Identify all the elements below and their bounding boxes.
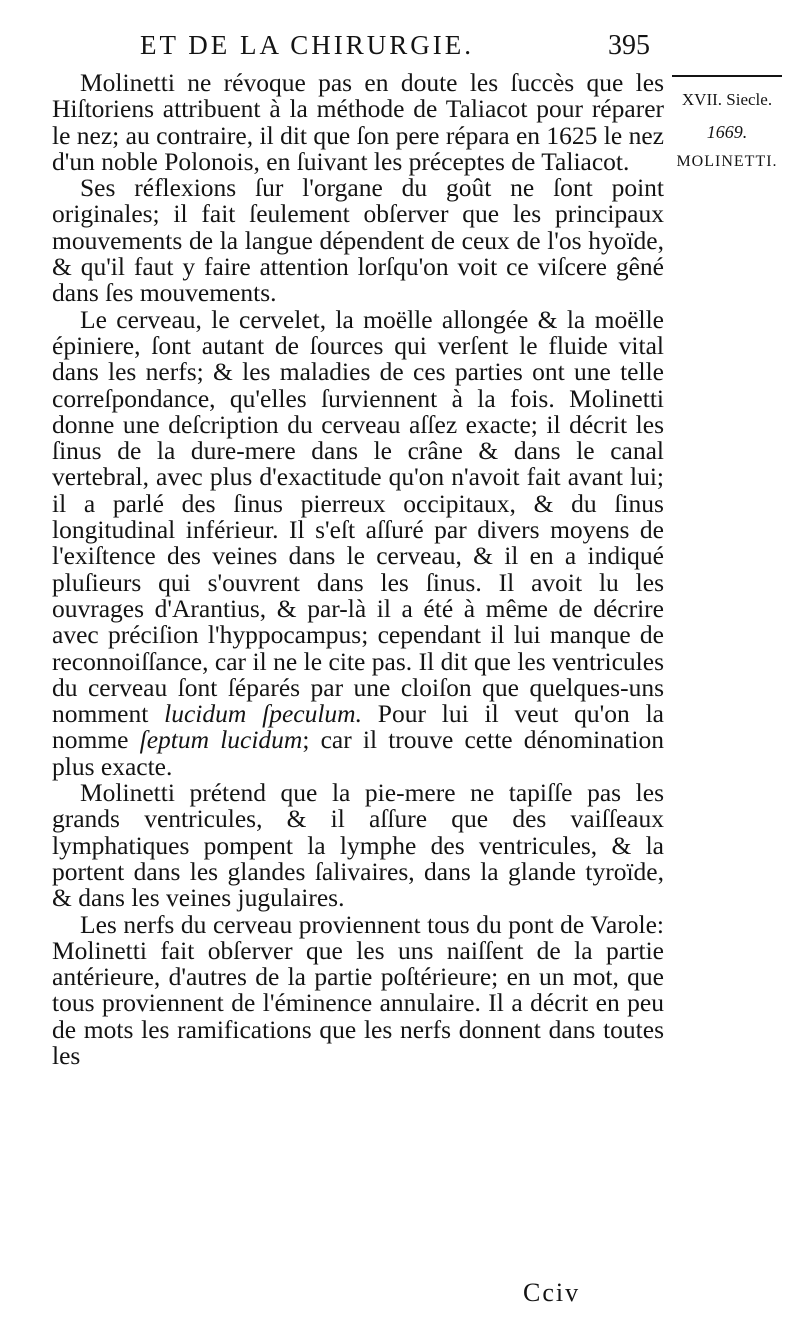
italic-term-lucidum-speculum: lucidum ſpeculum.: [164, 699, 362, 729]
running-header: [140, 30, 650, 66]
paragraph-4: Molinetti prétend que la pie-mere ne tapiſſe pas les grands ventricules, & il aſſure que des vaiſſeaux lymphatiques pompent la lymphe des ventricules, & la portent dans les glandes ſalivaires, dans la glande tyroïde, & dans les veines jugulaires.: [52, 778, 664, 913]
paragraph-1: Molinetti ne révoque pas en doute les ſuccès que les Hiſtoriens attribuent à la méthode de Taliacot pour réparer le nez; au contraire, il dit que ſon pere répara en 1625 le nez d'un noble Polonois, en ſuivant les préceptes de Taliacot.: [52, 68, 664, 176]
paragraph-3-end: ; car il trouve cette dénomination plus exacte.: [52, 725, 664, 781]
page-number: 395: [608, 30, 650, 61]
margin-name: MOLINETTI.: [676, 153, 778, 170]
running-title: ET DE LA CHIRURGIE.: [140, 30, 474, 60]
margin-rule: [672, 75, 782, 77]
margin-century: XVII. Siecle.: [681, 90, 773, 109]
margin-note: [668, 70, 786, 175]
signature-mark: Cciv: [523, 1278, 581, 1307]
paragraph-3-middle: Pour lui il veut qu'on la nomme: [52, 699, 664, 755]
paragraph-5: Les nerfs du cerveau proviennent tous du pont de Varole: Molinetti fait obſerver que les uns naiſſent de la partie antérieure, d'autres de la partie poſtérieure; en un mot, que tous proviennent de l'éminence annulaire. Il a décrit en peu de mots les ramifications que les nerfs donnent dans toutes les: [52, 909, 664, 1070]
margin-year: 1669.: [706, 122, 748, 142]
paragraph-3: [52, 304, 664, 781]
paragraph-3-text: Le cerveau, le cervelet, la moëlle allongée & la moëlle épiniere, ſont autant de ſources qui verſent le fluide vital dans les nerfs; & les maladies de ces parties ont une telle correſpondance, qu'elles ſurviennent à la fois. Molinetti donne une deſcription du cerveau aſſez exacte; il décrit les ſinus de la dure-mere dans le crâne & dans le canal vertebral, avec plus d'exactitude qu'on n'avoit fait avant lui; il a parlé des ſinus pierreux occipitaux, & du ſinus longitudinal inférieur. Il s'eſt aſſuré par divers moyens de l'exiſtence des veines dans le cerveau, & il en a indiqué pluſieurs qui s'ouvrent dans les ſinus. Il avoit lu les ouvrages d'Arantius, & par-là il a été à même de décrire avec préciſion l'hyppocampus; cependant il lui manque de reconnoiſſance, car il ne le cite pas. Il dit que les ventricules du cerveau ſont ſéparés par une cloiſon que quelques-uns nomment: [52, 304, 664, 729]
body-text: [52, 70, 664, 1069]
italic-term-septum-lucidum: ſeptum lucidum: [139, 725, 303, 755]
paragraph-2: Ses réflexions ſur l'organe du goût ne ſont point originales; il fait ſeulement obſerver que les principaux mouvements de la langue dépendent de ceux de l'os hyoïde, & qu'il faut y faire attention lorſqu'on voit ce viſcere gêné dans ſes mouvements.: [52, 173, 664, 308]
